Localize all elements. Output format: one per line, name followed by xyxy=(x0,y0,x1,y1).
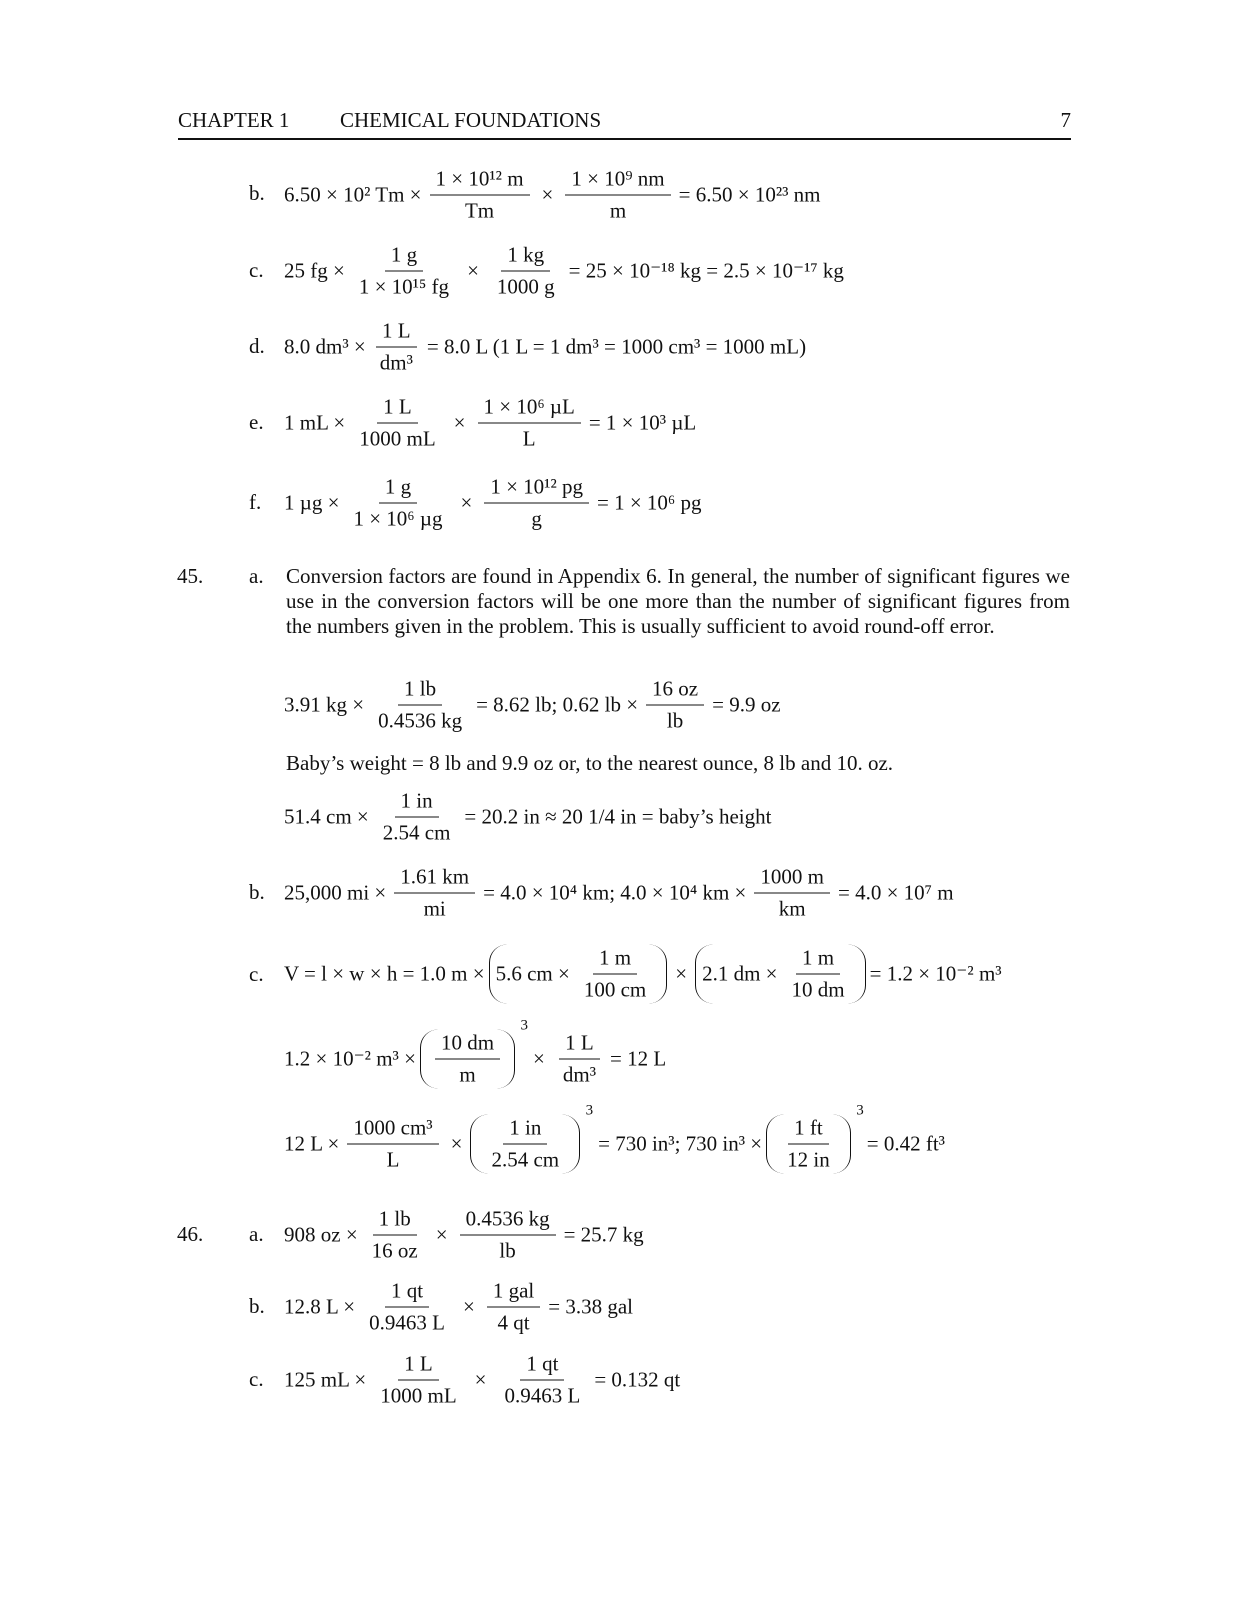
eq-lhs: V = l × w × h = 1.0 m × xyxy=(284,961,485,986)
item-label: a. xyxy=(249,1222,264,1246)
fraction: 1 × 10⁶ µL L xyxy=(478,394,581,453)
eq-lhs: 12 L × xyxy=(284,1131,340,1156)
chapter-label: CHAPTER 1 xyxy=(178,108,290,132)
fraction: $\frac{\text{1000 cm³}}{L}$ xyxy=(347,1115,438,1174)
equation-45a-2 xyxy=(284,788,771,847)
item-label: b. xyxy=(249,1294,265,1318)
times-sign: × xyxy=(474,1367,487,1392)
fraction: $\frac{1.61 km}{mi}$ xyxy=(394,864,475,923)
problem-number: 46. xyxy=(177,1222,204,1246)
parenthesis-group xyxy=(420,1017,529,1089)
eq-result: = 1 × 10⁶ pg xyxy=(597,490,702,515)
item-label: b. xyxy=(249,880,265,904)
eq-lhs: 1 µg × xyxy=(284,490,340,515)
fraction: $\frac{\text{1 × 10¹² m}}{Tm}$ xyxy=(430,166,530,225)
fraction: 1 ft 12 in xyxy=(787,1115,830,1172)
item-label: f. xyxy=(249,490,262,514)
chapter-title: CHEMICAL FOUNDATIONS xyxy=(340,108,602,132)
eq-result: = 20.2 in ≈ 20 1/4 in = baby’s height xyxy=(464,804,772,829)
fraction: $\frac{1 L}{\text{dm³}}$ xyxy=(374,318,419,377)
eq-result: = 0.132 qt xyxy=(594,1367,681,1392)
eq-lhs: 1 mL × xyxy=(284,410,346,435)
eq-result: = 3.38 gal xyxy=(548,1294,633,1319)
times-sign: × xyxy=(533,1046,545,1071)
times-sign: × xyxy=(541,182,554,207)
fraction: $\frac{0.4536 kg}{lb}$ xyxy=(460,1206,556,1265)
equation-46c xyxy=(284,1351,680,1410)
fraction: $\frac{1 qt}{0.9463 L}$ xyxy=(504,1351,581,1408)
eq-mid: = 730 in³; 730 in³ × xyxy=(598,1131,763,1156)
eq-result: = 25 × 10⁻¹⁸ kg = 2.5 × 10⁻¹⁷ kg xyxy=(568,258,844,283)
equation-45a-1 xyxy=(284,676,781,735)
running-header xyxy=(178,104,1071,140)
eq-result: = 25.7 kg xyxy=(563,1222,644,1247)
eq-lhs: 3.91 kg × xyxy=(284,692,365,717)
fraction: 1 gal 4 qt xyxy=(487,1278,540,1337)
fraction: $\frac{\text{1 × 10¹² pg}}{g}$ xyxy=(484,474,589,533)
eq-result: = 0.42 ft³ xyxy=(866,1131,945,1156)
times-sign: × xyxy=(462,1294,475,1319)
times-sign: × xyxy=(675,961,688,986)
page-number: 7 xyxy=(1060,108,1071,132)
equation-44b xyxy=(284,166,821,225)
fraction: $\frac{16 oz}{lb}$ xyxy=(646,676,704,735)
item-label: c. xyxy=(249,258,264,282)
eq-result: = 8.0 L (1 L = 1 dm³ = 1000 cm³ = 1000 mL) xyxy=(426,334,807,359)
eq-result: = 6.50 × 10²³ nm xyxy=(678,182,821,207)
fraction: $\frac{1000 m}{km}$ xyxy=(754,864,830,923)
eq-lhs: 6.50 × 10² Tm × xyxy=(284,182,422,207)
equation-45c-2 xyxy=(284,1017,667,1089)
equation-45b xyxy=(284,864,954,923)
fraction: $\frac{1 m}{100 cm}$ xyxy=(583,945,647,1002)
problem-number: 45. xyxy=(177,564,204,588)
times-sign: × xyxy=(453,410,466,435)
eq-result: = 4.0 × 10⁷ m xyxy=(837,880,954,905)
equation-45c-1 xyxy=(284,945,1002,1004)
eq-lhs: 12.8 L × xyxy=(284,1294,356,1319)
equation-44f xyxy=(284,474,702,533)
paragraph-45a: Conversion factors are found in Appendix 6. In general, the number of significant figures we use in the conversion factors will be one more than the number of significant figures from the numbers given in the problem. This is usually sufficient to avoid round-off error. xyxy=(286,564,1070,638)
item-label: e. xyxy=(249,410,264,434)
equation-46b xyxy=(284,1278,633,1337)
eq-lhs: 51.4 cm × xyxy=(284,804,369,829)
equation-44e xyxy=(284,394,696,453)
fraction: $\frac{\text{1 × 10⁹ nm}}{m}$ xyxy=(565,166,670,225)
eq-result: = 1 × 10³ µL xyxy=(588,410,697,435)
fraction: $\frac{1 L}{1000 mL}$ xyxy=(359,394,436,451)
fraction: $\frac{1 L}{1000 mL}$ xyxy=(380,1351,457,1408)
parenthesis-group xyxy=(470,1102,594,1174)
item-label: d. xyxy=(249,334,265,358)
eq-lhs: 25 fg × xyxy=(284,258,345,283)
equation-46a xyxy=(284,1206,644,1265)
exponent: 3 xyxy=(856,1102,864,1119)
eq-result: = 1.2 × 10⁻² m³ xyxy=(869,961,1002,986)
equation-45c-3 xyxy=(284,1102,945,1174)
fraction: 1 in 2.54 cm xyxy=(491,1115,560,1172)
times-sign: × xyxy=(450,1131,463,1156)
eq-lhs: 908 oz × xyxy=(284,1222,358,1247)
fraction: $\frac{1 lb}{16 oz}$ xyxy=(371,1206,418,1263)
fraction: 10 dm m xyxy=(435,1030,500,1089)
eq-mid: = 8.62 lb; 0.62 lb × xyxy=(476,692,639,717)
equation-44d xyxy=(284,318,806,377)
eq-lhs: 8.0 dm³ × xyxy=(284,334,366,359)
parenthesis-group: 5.6 cm × $\frac{1 m}{100 cm}$ xyxy=(489,945,668,1004)
eq-result: = 9.9 oz xyxy=(712,692,781,717)
eq-lhs: 1.2 × 10⁻² m³ × xyxy=(284,1046,416,1071)
weight-statement: Baby’s weight = 8 lb and 9.9 oz or, to the nearest ounce, 8 lb and 10. oz. xyxy=(286,751,894,775)
parenthesis-group xyxy=(766,1102,864,1174)
parenthesis-group: 2.1 dm × $\frac{1 m}{10 dm}$ xyxy=(695,945,866,1004)
times-sign: × xyxy=(467,258,479,283)
eq-result: = 12 L xyxy=(610,1046,667,1071)
eq-lhs: 125 mL × xyxy=(284,1367,367,1392)
fraction: $\frac{1 m}{10 dm}$ xyxy=(791,945,845,1002)
times-sign: × xyxy=(435,1222,448,1247)
fraction: $\frac{1 lb}{0.4536 kg}$ xyxy=(378,676,463,733)
item-label: c. xyxy=(249,962,264,986)
fraction: $\frac{1 in}{2.54 cm}$ xyxy=(382,788,451,845)
eq-lhs: 25,000 mi × xyxy=(284,880,387,905)
fraction: $\frac{1 qt}{0.9463 L}$ xyxy=(369,1278,445,1335)
item-label: a. xyxy=(249,564,264,588)
eq-mid: = 4.0 × 10⁴ km; 4.0 × 10⁴ km × xyxy=(483,880,747,905)
equation-44c xyxy=(284,242,844,301)
item-label: b. xyxy=(249,181,265,205)
fraction: 1 g 1 × 10⁶ µg xyxy=(353,474,443,531)
fraction: $\frac{1 g}{\text{1 × 10¹⁵ fg}}$ xyxy=(358,242,450,299)
exponent: 3 xyxy=(520,1017,529,1034)
fraction: $\frac{1 kg}{1000 g}$ xyxy=(496,242,555,299)
times-sign: × xyxy=(460,490,473,515)
exponent: 3 xyxy=(585,1102,594,1119)
fraction: $\frac{1 L}{\text{dm³}}$ xyxy=(557,1030,602,1089)
item-label: c. xyxy=(249,1367,264,1391)
